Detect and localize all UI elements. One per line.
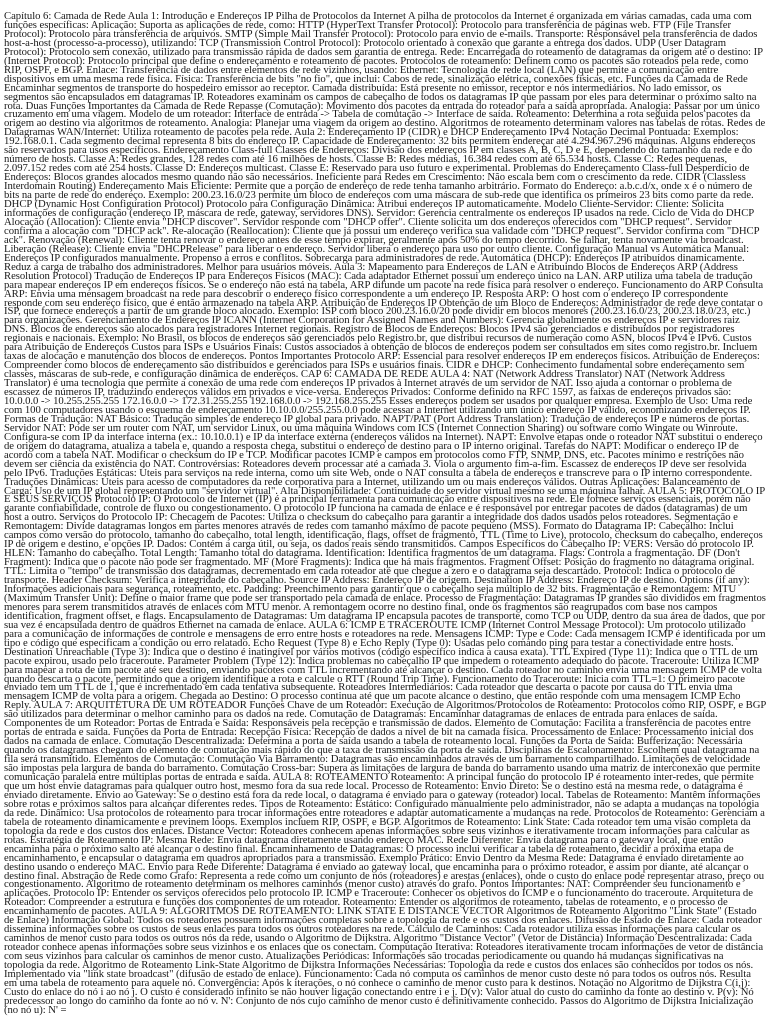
document-body-text: Capítulo 6: Camada de Rede Aula 1: Introdução e Endereços IP Pilha de Protocolos da Internet A pilha de protocolos da Internet é organizada em várias camadas, cada uma com funções específicas: Aplicação: Suporta as aplicações de rede, como: HTTP (HyperText Transfer Protocol): Protocolo para transferência de páginas web. FTP (File Transfer Protocol): Protocolo para transferência de arquivos. SMTP (Simple Mail Transfer Protocol): Protocolo para envio de e-mails. Transporte: Responsável pela transferência de dados host-a-host (processo-a-processo), utilizando: TCP (Transmission Control Protocol): Protocolo orientado à conexão que garante a entrega dos dados. UDP (User Datagram Protocol): Protocolo sem conexão, utilizado para transmissão rápida de dados sem garantia de entrega. Rede: Encarregada do roteamento de datagramas da origem até o destino: IP (Internet Protocol): Protocolo principal que define o endereçamento e roteamento de pacotes. Protocolos de roteamento: Definem como os pacotes são roteados pela rede, como RIP, OSPF, e BGP. Enlace: Transferência de dados entre elementos de rede vizinhos, usando: Ethernet: Tecnologia de rede local (LAN) que permite a comunicação entre dispositivos em uma mesma rede física. Física: Transferência de bits "no fio", que inclui: Cabos de rede, sinalização elétrica, conexões físicas, etc. Funções da Camada de Rede Encaminhar segmentos de transporte do hospedeiro emissor ao receptor. Camada distribuída: Está presente no emissor, receptor e nós intermediários. No lado emissor, os segmentos são encapsulados em datagramas IP. Roteadores examinam os campos de cabeçalho de todos os datagramas IP que passam por eles para determinar o próximo salto na rota. Duas Funções Importantes da Camada de Rede Repasse (Comutação): Movimento dos pacotes da entrada do roteador para a saída apropriada. Analogia: Passar por um único cruzamento em uma viagem. Modelo de um roteador: Interface de entrada -> Tabela de comutação -> Interface de saída. Roteamento: Determina a rota seguida pelos pacotes da origem ao destino via algoritmos de roteamento. Analogia: Planejar uma viagem da origem ao destino. Algoritmos de roteamento determinam valores nas tabelas de rotas. Redes de Datagramas WAN/Internet: Utiliza roteamento de pacotes pela rede. Aula 2: Endereçamento IP (CIDR) e DHCP Endereçamento IPv4 Notação Decimal Pontuada: Exemplos: 192.168.0.1. Cada segmento decimal representa 8 bits do endereço IP. Capacidade de Endereçamento: 32 bits permitem endereçar até 4.294.967.296 máquinas. Alguns endereços são reservados para usos específicos. Endereçamento Class-full Classes de Endereços: Divisão dos endereços IP em classes A, B, C, D e E, dependendo do tamanho da rede e do número de hosts. Classe A: Redes grandes, 128 redes com até 16 milhões de hosts. Classe B: Redes médias, 16.384 redes com até 65.534 hosts. Classe C: Redes pequenas, 2.097.152 redes com até 254 hosts. Classe D: Endereços multicast. Classe E: Reservado para uso futuro e experimental. Problemas do Endereçamento Class-full Desperdício de Endereços: Blocos grandes alocados mesmo quando não são necessários. Ineficiente para Redes em Crescimento: Não escala bem com o crescimento da rede. CIDR (Classless Interdomain Routing) Endereçamento Mais Eficiente: Permite que a porção de endereço de rede tenha tamanho arbitrário. Formato do Endereço: a.b.c.d/x, onde x é o número de bits na parte de rede do endereço. Exemplo: 200.23.16.0/23 permite um bloco de endereços com uma máscara de sub-rede que identifica os primeiros 23 bits como parte da rede. DHCP (Dynamic Host Configuration Protocol) Protocolo para Configuração Dinâmica: Atribui endereços IP automaticamente. Modelo Cliente-Servidor: Cliente: Solicita informações de configuração (endereço IP, máscara de rede, gateway, servidores DNS). Servidor: Gerencia centralmente os endereços IP usados na rede. Ciclo de Vida do DHCP Alocação (Allocation): Cliente envia "DHCP discover". Servidor responde com "DHCP offer". Cliente solicita um dos endereços oferecidos com "DHCP request". Servidor confirma a alocação com "DHCP ack". Re-alocação (Reallocation): Cliente que já possui um endereço verifica sua validade com "DHCP request". Servidor confirma com "DHCP ack". Renovação (Renewal): Cliente tenta renovar o endereço antes de esse tempo expirar, geralmente após 50% do tempo decorrido. Se falhar, tenta novamente via broadcast. Liberação (Release): Cliente envia "DHCPRelease" para liberar o endereço. Servidor libera o endereço para uso por outro cliente. Configuração Manual vs Automática Manual: Endereços IP configurados manualmente. Propenso a erros e conflitos. Sobrecarga para administradores de rede. Automática (DHCP): Endereços IP atribuídos dinamicamente. Reduz a carga de trabalho dos administradores. Melhor para usuários móveis. Aula 3: Mapeamento para Endereços de LAN e Atribuindo Blocos de Endereços ARP (Address Resolution Protocol) Tradução de Endereços IP para Endereços Físicos (MAC): Cada adaptador Ethernet possui um endereço único na LAN. ARP utiliza uma tabela de tradução para mapear endereços IP em endereços físicos. Se o endereço não está na tabela, ARP difunde um pacote na rede física para resolver o endereço. Funcionamento do ARP Consulta ARP: Envia uma mensagem broadcast na rede para descobrir o endereço físico correspondente a um endereço IP. Resposta ARP: O host com o endereço IP correspondente responde com seu endereço físico, que é então armazenado na tabela ARP. Atribuição de Endereços IP Obtenção de um Bloco de Endereços: Administrador de rede deve contatar o ISP, que fornece endereços a partir de um grande bloco alocado. Exemplo: ISP com bloco 200.23.16.0/20 pode dividir em blocos menores (200.23.16.0/23, 200.23.18.0/23, etc.) para organizações. Gerenciamento de Endereços IP ICANN (Internet Corporation for Assigned Names and Numbers): Gerencia globalmente os endereços IP e servidores raiz DNS. Blocos de endereços são alocados para registradores Internet regionais. Registro de Blocos de Endereços: Blocos IPv4 são gerenciados e distribuídos por registradores regionais e nacionais. Exemplo: No Brasil, os blocos de endereços são gerenciados pelo Registro.br, que distribui recursos de numeração como ASN, blocos IPv4 e IPv6. Custos para Atribuição de Endereços Custos para ISPs e Usuários Finais: Custos associados à obtenção de blocos de endereços podem ser consultados em sites como registro.br. Incluem taxas de alocação e manutenção dos blocos de endereços. Pontos Importantes Protocolo ARP: Essencial para resolver endereços IP em endereços físicos. Atribuição de Endereços: Compreender como blocos de endereçamento são distribuídos e gerenciados para ISPs e usuários finais. CIDR e DHCP: Conhecimento fundamental sobre endereçamento sem classes, máscaras de sub-rede, e configuração dinâmica de endereços. CAP 6: CAMADA DE REDE AULA 4: NAT (Network Address Translator) NAT (Network Address Translator) é uma tecnologia que permite a conexão de uma rede com endereços IP privados à Internet através de um servidor de NAT. Isso ajuda a contornar o problema de escassez de números IP, traduzindo endereços válidos em privados e vice-versa. Endereços Privados: Conforme definido na RFC 1597, as faixas de endereços privados são: 10.0.0.0 -> 10.255.255.255 172.16.0.0 -> 172.31.255.255 192.168.0.0 -> 192.168.255.255 Esses endereços podem ser usados por qualquer empresa. Exemplo de Uso: Uma rede com 100 computadores usando o esquema de endereçamento 10.10.0.0/255.255.0.0 pode acessar a Internet utilizando um único endereço IP válido, economizando endereços IP. Formas de Tradução: NAT Básico: Tradução simples de endereço IP global para privado. NAPT/PAT (Port Address Translation): Tradução de endereços IP e números de portas. Servidor NAT: Pode ser um router com NAT, um servidor Linux, ou uma máquina Windows com ICS (Internet Connection Sharing) ou software como Wingate ou Winroute. Configura-se com IP da interface interna (ex.: 10.10.0.1) e IP da interface externa (endereços válidos na Internet). NAPT: Envolve etapas onde o roteador NAT substitui o endereço de origem do datagrama, atualiza a tabela e, quando a resposta chega, substitui o endereço de destino para o IP interno original. Tarefas do NAPT: Modificar o endereço IP de acordo com a tabela NAT. Modificar o checksum do IP e TCP. Modificar pacotes ICMP e campos em protocolos como FTP, SNMP, DNS, etc. Pacotes mínimo e restrições não devem ser ciência da existência do NAT. Controvérsias: Roteadores devem processar até a camada 3. Viola o argumento fim-a-fim. Escassez de endereços IP deve ser resolvida pelo IPv6. Traduções Estáticas: Úteis para serviços na rede interna, como um site Web, onde o NAT consulta a tabela de endereços e transcreve para o IP interno correspondente. Traduções Dinâmicas: Úteis para acesso de computadores da rede corporativa para a Internet, utilizando um ou mais endereços válidos. Outras Aplicações: Balanceamento de Carga: Uso de um IP global representando um "servidor virtual". Alta Disponibilidade: Continuidade do servidor virtual mesmo se uma máquina falhar. AULA 5: PROTOCOLO IP E SEUS SERVIÇOS Protocolo IP: O Protocolo de Internet (IP) é a principal ferramenta para comunicação entre dispositivos na rede. Ele fornece serviços essenciais, porém não garante confiabilidade, controle de fluxo ou congestionamento. O protocolo IP funciona na camada de enlace e é responsável por entregar pacotes de dados (datagramas) de um host a outro. Serviços do Protocolo IP: Checagem de Pacotes: Utiliza o checksum do cabeçalho para garantir a integridade dos dados usados pelos roteadores. Segmentação e Remontagem: Divide datagramas longos em partes menores através de redes com tamanho máximo de pacote pequeno (MSS). Formato do Datagrama IP: Cabeçalho: Inclui campos como versão do protocolo, tamanho do cabeçalho, total length, identificação, flags, offset de fragmento, TTL (Time to Live), protocolo, checksum do cabeçalho, endereços IP de origem e destino, e opções IP. Dados: Contém a carga útil, ou seja, os dados reais sendo transmitidos. Campos Específicos do Cabeçalho IP: VERS: Versão do protocolo IP. HLEN: Tamanho do cabeçalho. Total Length: Tamanho total do datagrama. Identification: Identifica fragmentos de um datagrama. Flags: Controla a fragmentação. DF (Don't Fragment): Indica que o pacote não pode ser fragmentado. MF (More Fragments): Indica que há mais fragmentos. Fragment Offset: Posição do fragmento no datagrama original. TTL: Limita o "tempo" de transmissão dos datagramas, decrementado em cada roteador até que chegue a zero e o datagrama seja descartado. Protocol: Indica o protocolo de transporte. Header Checksum: Verifica a integridade do cabeçalho. Source IP Address: Endereço IP de origem. Destination IP Address: Endereço IP de destino. Options (if any): Informações adicionais para segurança, roteamento, etc. Padding: Preenchimento para garantir que o cabeçalho seja múltiplo de 32 bits. Fragmentação e Remontagem: MTU (Maximum Transfer Unit): Define o maior frame que pode ser transportado pela camada de enlace. Processo de Fragmentação: Datagramas IP grandes são divididos em fragmentos menores para serem transmitidos através de enlaces com MTU menor. A remontagem ocorre no destino final, onde os fragmentos são reagrupados com base nos campos identification, fragment offset, e flags. Encapsulamento de Datagramas: Um datagrama IP encapsula pacotes de transporte, como TCP ou UDP, dentro da sua área de dados, que por sua vez é encapsulada dentro de quadros Ethernet na camada de enlace. AULA 6: ICMP E TRACEROUTE ICMP (Internet Control Message Protocol): Um protocolo utilizado para a comunicação de informações de controle e mensagens de erro entre hosts e roteadores na rede. Mensagens ICMP: Type e Code: Cada mensagem ICMP é identificada por um tipo e código que especificam a condição ou erro relatado. Echo Request (Type 8) e Echo Reply (Type 0): Usadas pelo comando ping para testar a conectividade entre hosts. Destination Unreachable (Type 3): Indica que o destino é inatingível por vários motivos (código específico indica a causa exata). TTL Expired (Type 11): Indica que o TTL de um pacote expirou, usado pelo traceroute. Parameter Problem (Type 12): Indica problemas no cabeçalho IP que impedem o roteamento adequado do pacote. Traceroute: Utiliza ICMP para mapear a rota de um pacote até seu destino, enviando pacotes com TTL incrementando até alcançar o destino. Cada roteador no caminho envia uma mensagem ICMP de volta quando descarta o pacote, permitindo que a origem identifique a rota e calcule o RTT (Round Trip Time). Funcionamento do Traceroute: Inicia com TTL=1: O primeiro pacote enviado tem um TTL de 1, que é incrementado em cada tentativa subsequente. Roteadores Intermediários: Cada roteador que descarta o pacote por causa do TTL envia uma mensagem ICMP de volta para a origem. Chegada ao Destino: O processo continua até que um pacote alcance o destino, que então responde com uma mensagem ICMP Echo Reply. AULA 7: ARQUITETURA DE UM ROTEADOR Funções Chave de um Roteador: Execução de Algoritmos/Protocolos de Roteamento: Protocolos como RIP, OSPF, e BGP são utilizados para determinar o melhor caminho para os dados na rede. Comutação de Datagramas: Encaminhar datagramas de enlaces de entrada para enlaces de saída. Componentes de um Roteador: Portas de Entrada e Saída: Responsáveis pela recepção e transmissão de dados. Elemento de Comutação: Facilita a transferência de pacotes entre portas de entrada e saída. Funções da Porta de Entrada: Recepção Física: Recepção de dados a nível de bit na camada física. Processamento de Enlace: Processamento inicial dos dados na camada de enlace. Comutação Descentralizada: Determina a porta de saída usando a tabela de roteamento local. Funções da Porta de Saída: Bufferização: Necessária quando os datagramas chegam do elemento de comutação mais rápido do que a taxa de transmissão da porta de saída. Disciplinas de Escalonamento: Escolhem qual datagrama na fila será transmitido. Elementos de Comutação: Comutação Via Barramento: Datagramas são encaminhados através de um barramento compartilhado. Limitações de velocidade são impostas pela largura de banda do barramento. Comutação Cross-bar: Supera as limitações de largura de banda do barramento usando uma matriz de interconexão que permite comunicação paralela entre múltiplas portas de entrada e saída. AULA 8: ROTEAMENTO Roteamento: A principal função do protocolo IP é roteamento inter-redes, que permite que um host envie datagramas para qualquer outro host, mesmo fora da sua rede local. Processo de Roteamento: Envio Direto: Se o destino está na mesma rede, o datagrama é enviado diretamente. Envio ao Gateway: Se o destino está fora da rede local, o datagrama é enviado para o gateway (roteador) local. Tabelas de Roteamento: Mantêm informações sobre rotas e próximos saltos para alcançar diferentes redes. Tipos de Roteamento: Estático: Configurado manualmente pelo administrador, não se adapta a mudanças na topologia da rede. Dinâmico: Usa protocolos de roteamento para trocar informações entre roteadores e adaptar automaticamente a mudanças na rede. Protocolos de Roteamento: Gerenciam a tabela de roteamento dinamicamente e previnem loops. Exemplos incluem RIP, OSPF, e BGP. Algoritmos de Roteamento: Link State: Cada roteador tem uma visão completa da topologia da rede e dos custos dos enlaces. Distance Vector: Roteadores conhecem apenas informações sobre seus vizinhos e iterativamente trocam informações para calcular as rotas. Estratégia de Roteamento IP: Mesma Rede: Envia datagrama diretamente usando endereço MAC. Rede Diferente: Envia datagrama para o gateway local, que então encaminha para o próximo salto até alcançar o destino final. Encaminhamento de Datagramas: O processo inclui verificar a tabela de roteamento, decidir a próxima etapa de encaminhamento, e encapsular o datagrama em quadros apropriados para a transmissão. Exemplo Prático: Envio Dentro da Mesma Rede: Datagrama é enviado diretamente ao destino usando o endereço MAC. Envio para Rede Diferente: Datagrama é enviado ao gateway local, que encaminha para o próximo roteador, e assim por diante, até alcançar o destino final. Abstração de Rede como Grafo: Representa a rede como um conjunto de nós (roteadores) e arestas (enlaces), onde o custo do enlace pode representar atraso, preço ou congestionamento. Algoritmo de roteamento determinam os melhores caminhos (menor custo) através do grafo. Pontos Importantes: NAT: Compreender seu funcionamento e aplicações. Protocolo IP: Entender os serviços oferecidos pelo protocolo IP. ICMP e Traceroute: Conhecer os objetivos do ICMP e o funcionamento do traceroute. Arquitetura de Roteador: Compreender a estrutura e funções dos componentes de um roteador. Roteamento: Entender os algoritmos de roteamento, tabelas de roteamento, e o processo de encaminhamento de pacotes. AULA 9: ALGORITMOS DE ROTEAMENTO: LINK STATE E DISTANCE VECTOR Algoritmos de Roteamento Algoritmo "Link State" (Estado de Enlace) Informação Global: Todos os roteadores possuem informações completas sobre a topologia da rede e os custos dos enlaces. Difusão de Estado de Enlace: Cada roteador dissemina informações sobre os custos de seus enlaces para todos os outros roteadores na rede. Cálculo de Caminhos: Cada roteador utiliza essas informações para calcular os caminhos de menor custo para todos os outros nós da rede, usando o Algoritmo de Dijkstra. Algoritmo "Distance Vector" (Vetor de Distância) Informação Descentralizada: Cada roteador conhece apenas informações sobre seus vizinhos e os enlaces que os conectam. Computação Iterativa: Roteadores iterativamente trocam informações de vetor de distância com seus vizinhos para calcular os caminhos de menor custo. Atualizações Periódicas: Informações são trocadas periodicamente ou quando há mudanças significativas na topologia da rede. Algoritmo de Roteamento Link-State Algoritmo de Dijkstra Informações Necessárias: Topologia da rede e custos dos enlaces são conhecidos por todos os nós. Implementado via "link state broadcast" (difusão de estado de enlace). Funcionamento: Cada nó computa os caminhos de menor custo deste nó para todos os outros nós. Resulta em uma tabela de roteamento para aquele nó. Convergência: Após k iterações, o nó conhece o caminho de menor custo para k destinos. Notação no Algoritmo de Dijkstra C(i,j): Custo do enlace do nó i ao nó j. O custo é considerado infinito se não houver ligação conectando entre i e j. D(v): Valor atual do custo do caminho da fonte ao destino v. P(v): Nó predecessor ao longo do caminho da fonte ao nó v. N': Conjunto de nós cujo caminho de menor custo é definitivamente conhecido. Passos do Algoritmo de Dijkstra Inicialização (no nó u): N' =: [4, 12, 766, 1016]
document-page: [4, 12, 766, 1020]
